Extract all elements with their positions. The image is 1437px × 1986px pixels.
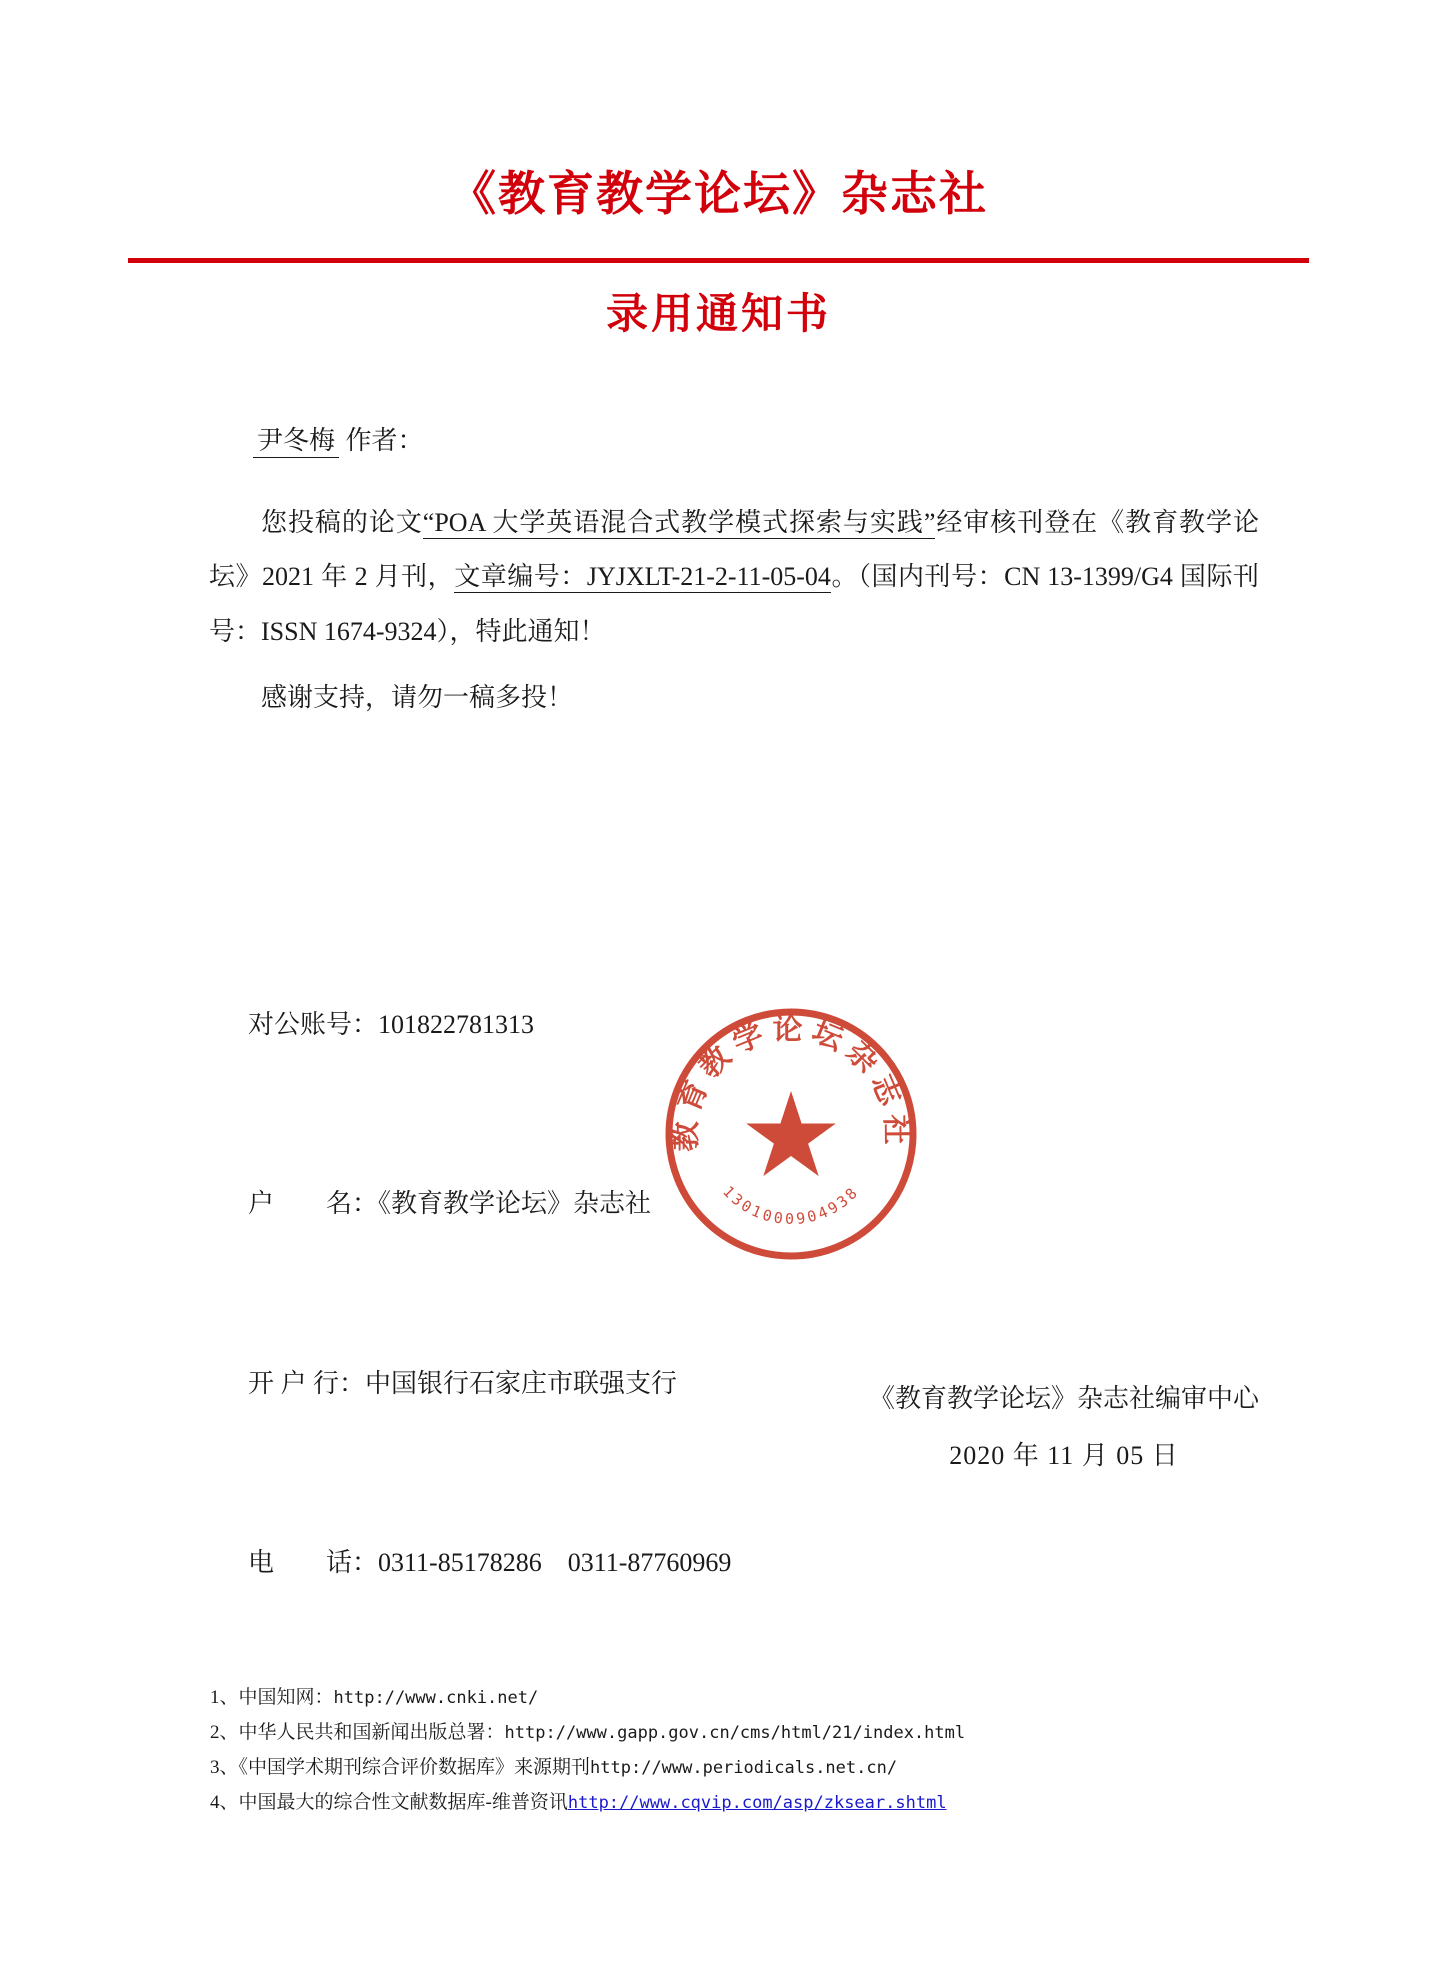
paragraph-middle: 经审核刊登在《教育教学论坛》2021 年 2 月刊， bbox=[209, 507, 1259, 592]
article-number-value: JYJXLT-21-2-11-05-04 bbox=[586, 562, 831, 592]
signature-organization: 《教育教学论坛》杂志社编审中心 bbox=[868, 1384, 1259, 1413]
bank-phone-value: 0311-85178286 0311-87760969 bbox=[378, 1547, 732, 1577]
bank-phone-row bbox=[209, 1473, 731, 1652]
bank-phone-label: 电 话： bbox=[248, 1547, 379, 1577]
acceptance-paragraph bbox=[209, 496, 1259, 660]
footnote-index: 1、 bbox=[210, 1687, 239, 1708]
bank-branch-row bbox=[209, 1294, 731, 1473]
footnote-index: 4、 bbox=[210, 1792, 239, 1814]
footnote-index: 3、 bbox=[210, 1757, 239, 1779]
bank-account-value: 101822781313 bbox=[378, 1009, 535, 1039]
addressee-line bbox=[209, 420, 1259, 462]
page-title: 《教育教学论坛》杂志社 bbox=[449, 169, 988, 221]
footnote-item bbox=[210, 1680, 965, 1715]
bank-account-label: 对公账号： bbox=[248, 1009, 379, 1039]
paper-title: “POA 大学英语混合式教学模式探索与实践” bbox=[422, 507, 936, 537]
document-header bbox=[0, 170, 1437, 222]
footnote-item bbox=[210, 1750, 965, 1785]
header-divider bbox=[128, 258, 1309, 263]
footnote-label: 《中国学术期刊综合评价数据库》来源期刊 bbox=[238, 1757, 591, 1779]
bank-branch-value: 中国银行石家庄市联强支行 bbox=[365, 1368, 678, 1398]
footnote-index: 2、 bbox=[210, 1722, 239, 1744]
footnote-label: 中华人民共和国新闻出版总署： bbox=[238, 1722, 505, 1744]
bank-name-row bbox=[209, 1114, 731, 1293]
footnote-url[interactable]: http://www.cqvip.com/asp/zksear.shtml bbox=[567, 1793, 947, 1814]
signature-block bbox=[869, 1370, 1259, 1484]
signature-date: 2020 年 11 月 05 日 bbox=[949, 1441, 1179, 1471]
article-number-label: 文章编号： bbox=[454, 562, 587, 592]
addressee-name: 尹冬梅 bbox=[253, 426, 339, 458]
svg-text:1301000904938: 1301000904938 bbox=[719, 1182, 863, 1228]
footnote-item bbox=[210, 1715, 965, 1750]
svg-text:教育教学论坛杂志社: 教育教学论坛杂志社 bbox=[669, 1013, 913, 1152]
footnote-url[interactable]: http://www.cnki.net/ bbox=[333, 1688, 539, 1708]
footnote-url[interactable]: http://www.periodicals.net.cn/ bbox=[590, 1758, 898, 1779]
addressee-suffix: 作者： bbox=[339, 426, 424, 455]
footnote-label: 中国最大的综合性文献数据库-维普资讯 bbox=[238, 1792, 568, 1814]
bank-name-label: 户 名： bbox=[248, 1189, 379, 1219]
bank-branch-label: 开 户 行： bbox=[248, 1368, 366, 1398]
paragraph-prefix: 您投稿的论文 bbox=[261, 507, 423, 537]
bank-name-value: 《教育教学论坛》杂志社 bbox=[378, 1189, 652, 1219]
document-subtitle: 录用通知书 bbox=[605, 292, 831, 338]
footnote-url[interactable]: http://www.gapp.gov.cn/cms/html/21/index.html bbox=[504, 1723, 966, 1744]
footnote-item bbox=[210, 1785, 965, 1820]
paragraph-tail: 。（国内刊号：CN 13-1399/G4 国际刊号：ISSN 1674-9324），特此通知！ bbox=[209, 562, 1259, 646]
thanks-paragraph: 感谢支持，请勿一稿多投！ bbox=[261, 683, 574, 713]
letter-body bbox=[209, 420, 1259, 726]
bank-details bbox=[209, 935, 731, 1653]
bank-account-row bbox=[209, 935, 731, 1114]
footnote-label: 中国知网： bbox=[238, 1687, 334, 1708]
footnote-list bbox=[210, 1680, 965, 1821]
